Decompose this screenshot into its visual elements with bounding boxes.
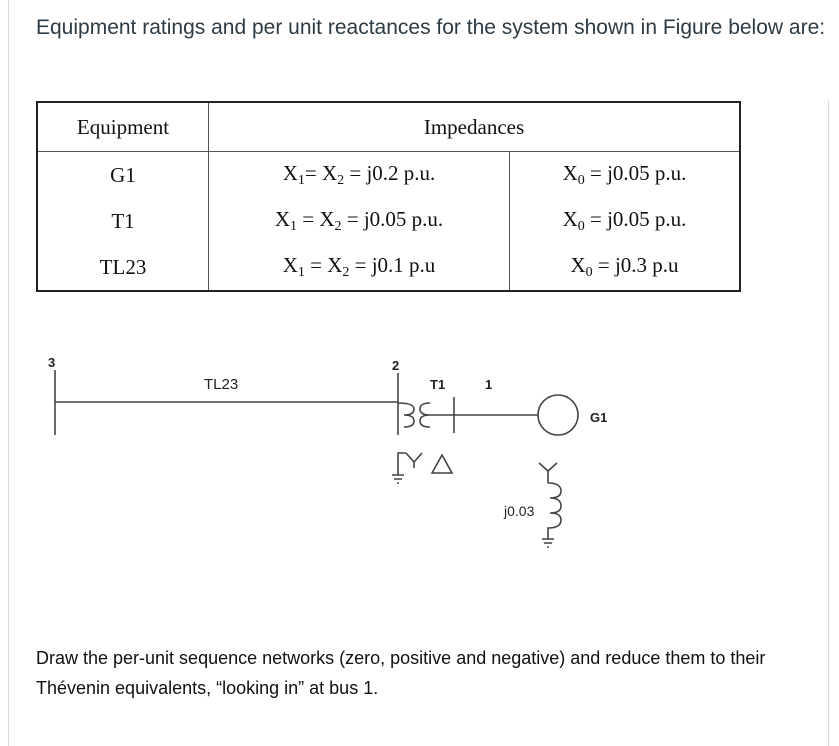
- transformer-primary-coil: [398, 403, 414, 427]
- transformer-t1-label: T1: [430, 377, 446, 392]
- bus-3-label: 3: [48, 355, 56, 370]
- zero-sequence-reactance-cell: $X_0 = j0.05$ p.u.: [510, 198, 741, 244]
- generator-circle: [538, 395, 578, 435]
- grounding-reactor: [542, 483, 561, 547]
- one-line-diagram: [36, 345, 636, 565]
- transformer-wye-ground: [392, 453, 422, 483]
- equipment-cell: TL23: [37, 244, 209, 291]
- zero-sequence-reactance-cell: $X_0 = j0.3$ p.u: [510, 244, 741, 291]
- grounding-reactance-label: j0.03: [504, 503, 535, 519]
- bus-1-label: 1: [485, 377, 493, 392]
- equipment-cell: T1: [37, 198, 209, 244]
- header-equipment: Equipment: [37, 102, 209, 152]
- table-header-row: [37, 102, 740, 152]
- zero-sequence-reactance-cell: $X_0 = j0.05$ p.u.: [510, 152, 741, 199]
- equipment-cell: G1: [37, 152, 209, 199]
- table-row: [37, 152, 740, 199]
- positive-negative-reactance-cell: $X_1= X_2 = j0.2$ p.u.: [209, 152, 510, 199]
- positive-negative-reactance-cell: $X_1 = X_2 = j0.1$ p.u: [209, 244, 510, 291]
- bus-2-label: 2: [392, 358, 400, 373]
- generator-g1-label: G1: [590, 410, 608, 425]
- header-impedances: Impedances: [209, 102, 741, 152]
- left-frame-border: [0, 0, 9, 746]
- question-text: Draw the per-unit sequence networks (zero, positive and negative) and reduce them to their Thévenin equivalents, “looking in” at bus 1.: [36, 648, 766, 698]
- transformer-secondary-coil: [420, 403, 430, 427]
- table-row: [37, 198, 740, 244]
- generator-wye: [539, 463, 557, 483]
- right-frame-border: [828, 100, 839, 746]
- positive-negative-reactance-cell: $X_1 = X_2 = j0.05$ p.u.: [209, 198, 510, 244]
- transformer-delta: [432, 455, 452, 473]
- line-tl23-label: TL23: [204, 376, 239, 393]
- table-row: [37, 244, 740, 291]
- intro-text: Equipment ratings and per unit reactances for the system shown in Figure below are:: [36, 16, 826, 39]
- equipment-ratings-table: [36, 101, 741, 292]
